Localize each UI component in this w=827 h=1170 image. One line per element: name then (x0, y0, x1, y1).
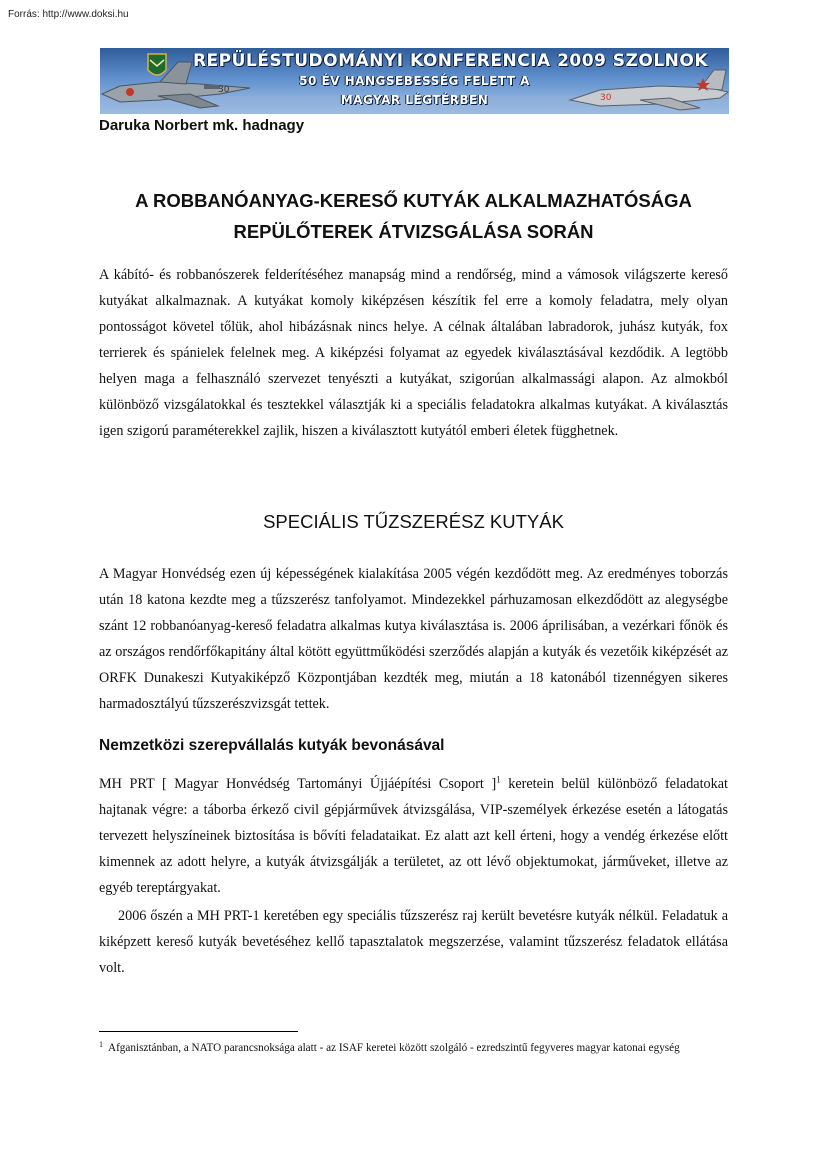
left-aircraft-number: 30 (218, 85, 230, 95)
section-paragraph: A Magyar Honvédség ezen új képességének kialakítása 2005 végén kezdődött meg. Az eredményes toborzás után 18 katona kezdte meg a tűzszerész tanfolyamot. Mindezekkel párhuzamosan elkezdődött az alegységbe szánt 12 robbanóanyag-kereső feladatra alkalmas kutya kiválasztása is. 2006 áprilisában, a vezérkari főnök és az országos rendőrfőkapitány által kötött együttműködési szerződés alapján a kutyák és vezetőik kiképzését az ORFK Dunakeszi Kutyakiképző Központjában kezdték meg, miután a 18 katonából tizennégyen sikeres harmadosztályú tűzszerészvizsgát tettek. (99, 566, 728, 712)
paper-title-line-1: A ROBBANÓANYAG-KERESŐ KUTYÁK ALKALMAZHATÓSÁGA (135, 190, 692, 211)
intro-paragraph: A kábító- és robbanószerek felderítéséhez manapság mind a rendőrség, mind a vámosok világszerte kereső kutyákat alkalmaznak. A kutyákat komoly kiképzésen készítik fel erre a komoly feladatra, mely olyan pontosságot követel tőlük, ahol hibázásnak nincs helye. A célnak általában labradorok, juhász kutyák, fox terrierek és spánielek felelnek meg. A kiképzési folyamat az egyedek kiválasztásával kezdődik. A legtöbb helyen maga a felhasználó szervezet tenyészti a kutyákat, szigorúan alkalmassági alapon. Az almokból különböző vizsgálatokkal és tesztekkel választják ki a speciális feladatokra alkalmas kutyákat. A kiválasztás igen szigorú paraméterekkel zajlik, hiszen a kiválasztott kutyától emberi életek függhetnek. (99, 267, 728, 439)
source-url: Forrás: http://www.doksi.hu (8, 9, 129, 20)
prt-paragraph-rest: keretein belül különböző feladatokat hajtanak végre: a táborba érkező civil gépjárművek átvizsgálása, VIP-személyek érkezése esetén a látogatás tervezett helyszíneinek biztosítása is bővíti feladataikat. Ez alatt azt kell érteni, hogy a vendég érkezése előtt kimennek az adott helyre, a kutyák átvizsgálják a területet, az ott lévő objektumokat, járműveket, illetve az egyéb tereptárgyakat. (99, 776, 728, 896)
footnote-reference[interactable]: 1 (496, 774, 501, 785)
footnote-separator (99, 1031, 298, 1032)
paper-title-line-2: REPÜLŐTEREK ÁTVIZSGÁLÁSA SORÁN (233, 221, 594, 242)
author: Daruka Norbert mk. hadnagy (99, 117, 305, 134)
subsection-heading: Nemzetközi szerepvállalás kutyák bevonásával (99, 737, 445, 754)
autumn-2006-paragraph: 2006 őszén a MH PRT-1 keretében egy speciális tűzszerész raj került bevetésre kutyák nélkül. Feladatuk a kiképzett kereső kutyák bevetéséhez kellő tapasztalatok megszerzése, valamint tűzszerész feladatok ellátása volt. (99, 908, 728, 976)
banner-subtitle-1: 50 ÉV HANGSEBESSÉG FELETT A (299, 74, 530, 88)
paper-title (99, 185, 728, 247)
section-heading: SPECIÁLIS TŰZSZERÉSZ KUTYÁK (263, 511, 564, 532)
prt-paragraph-start: MH PRT [ Magyar Honvédség Tartományi Újjáépítési Csoport ] (99, 776, 497, 792)
banner-title: REPÜLÉSTUDOMÁNYI KONFERENCIA 2009 SZOLNOK (192, 51, 709, 71)
footnote-number: 1 (99, 1040, 103, 1049)
footnote (99, 1041, 728, 1056)
prt-paragraph (99, 771, 728, 901)
right-aircraft-number: 30 (600, 93, 612, 103)
conference-banner (100, 48, 729, 114)
footnote-text: Afganisztánban, a NATO parancsnoksága alatt - az ISAF keretei között szolgáló - ezredszintű fegyveres magyar katonai egység (108, 1042, 680, 1054)
banner-subtitle-2: MAGYAR LÉGTÉRBEN (340, 93, 489, 107)
